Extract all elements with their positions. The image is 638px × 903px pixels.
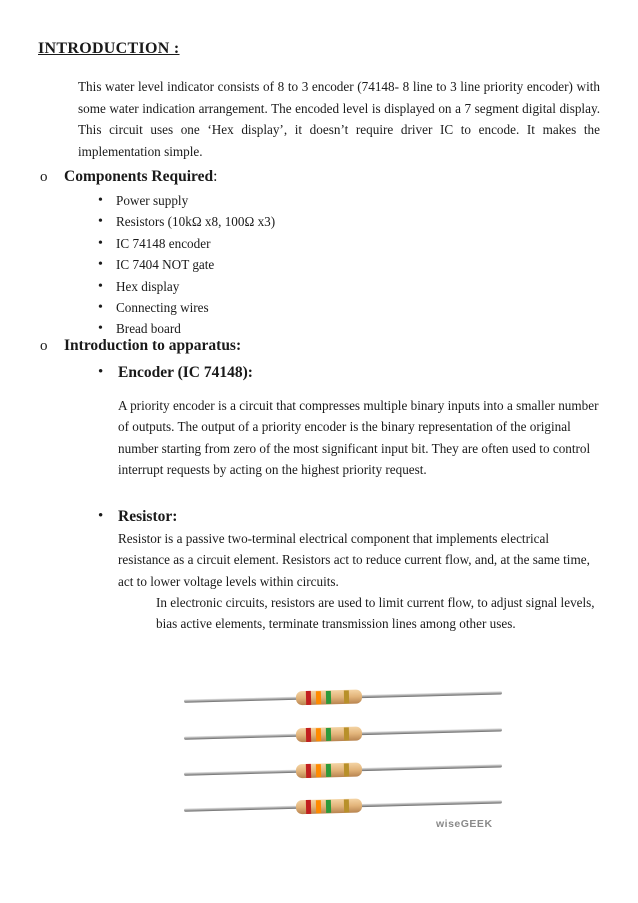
encoder-paragraph: A priority encoder is a circuit that compresses multiple binary inputs into a smaller number of outputs. The output of a priority encoder is the binary representation of the original number starting from zero of the most significant input bit. They are often used to control interrupt requests by acting on the highest priority request. — [118, 398, 599, 477]
resistor-text-1: Resistor is a passive two-terminal electrical component that implements electrical resistance as a circuit element. Resistors act to reduce current flow, and, at the same time, act to lower voltage levels within circuits. — [118, 531, 590, 589]
list-item: • Hex display — [98, 276, 275, 297]
subsection-title: Encoder (IC 74148): — [118, 364, 253, 381]
list-item: • Connecting wires — [98, 297, 275, 318]
section-marker: o — [40, 338, 48, 354]
image-watermark: wiseGEEK — [436, 818, 493, 830]
resistor-text-2: In electronic circuits, resistors are used to limit current flow, to adjust signal levels, bias active elements, terminate transmission lines among other uses. — [156, 594, 595, 632]
section-apparatus — [40, 337, 241, 355]
subsection-encoder — [98, 364, 253, 382]
list-item: • Bread board — [98, 318, 275, 339]
resistor-2 — [184, 723, 502, 745]
list-item: • IC 7404 NOT gate — [98, 254, 275, 275]
page-heading: INTRODUCTION : — [38, 40, 180, 57]
list-item: • Resistors (10kΩ x8, 100Ω x3) — [98, 211, 275, 232]
section-title: Introduction to apparatus: — [64, 337, 242, 354]
section-marker: o — [40, 169, 48, 185]
section-title: Components Required — [64, 168, 214, 185]
resistor-paragraph — [118, 528, 604, 634]
subsection-title: Resistor: — [118, 508, 178, 525]
components-list — [98, 190, 275, 340]
subsection-resistor — [98, 508, 177, 526]
resistor-4 — [184, 795, 502, 817]
resistor-1 — [184, 686, 502, 708]
resistor-3 — [184, 759, 502, 781]
list-item: • Power supply — [98, 190, 275, 211]
list-item: • IC 74148 encoder — [98, 233, 275, 254]
intro-paragraph: This water level indicator consists of 8 to 3 encoder (74148- 8 line to 3 line priority encoder) with some water indication arrangement. The encoded level is displayed on a 7 segment digital display. This circuit uses one ‘Hex display’, it doesn’t require driver IC to encode. It makes the implementation simple. — [78, 79, 600, 159]
resistors-photo-icon — [184, 676, 502, 836]
section-components: o Components Required: — [40, 168, 218, 185]
